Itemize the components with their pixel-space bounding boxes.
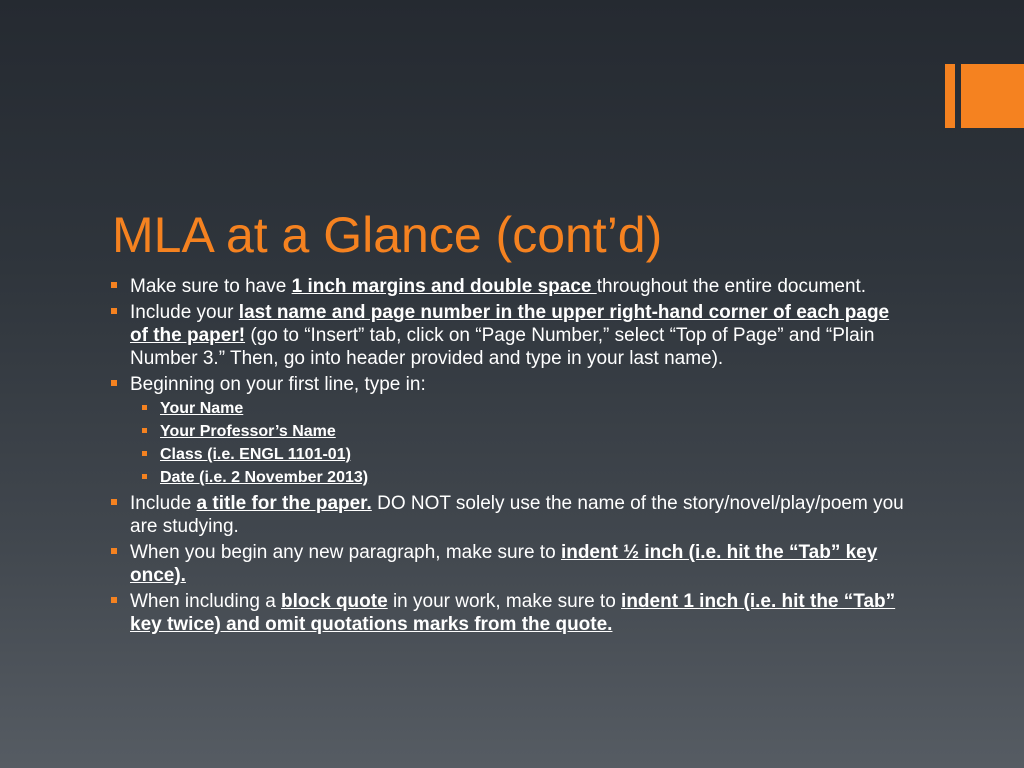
bullet-text: (go to “Insert” tab, click on “Page Number,” select “Top of Page” and “Plain Number 3.” Then, go into header provided and type in your last name). xyxy=(130,325,875,369)
bullet-text: When you begin any new paragraph, make sure to xyxy=(130,542,561,563)
bullet-text: Include your xyxy=(130,302,239,323)
bullet-text: throughout the entire document. xyxy=(596,276,867,297)
bullet-item-title xyxy=(108,492,908,538)
bullet-list xyxy=(108,275,908,636)
slide-title: MLA at a Glance (cont’d) xyxy=(112,207,663,263)
bullet-text: When including a xyxy=(130,591,282,612)
sub-bullet-text: Class (i.e. ENGL 1101-01) xyxy=(160,446,351,463)
bullet-emphasis: indent ½ inch (i.e. hit the “Tab” key once). xyxy=(130,542,878,586)
square-bullet-icon xyxy=(111,380,117,386)
bullet-text: in your work, make sure to xyxy=(387,591,622,612)
square-bullet-icon xyxy=(142,428,147,433)
square-bullet-icon xyxy=(111,597,117,603)
sub-bullet-item xyxy=(140,397,908,420)
bullet-emphasis: last name and page number in the upper right-hand corner of each page of the paper! xyxy=(130,302,890,346)
bullet-text: Make sure to have xyxy=(130,276,292,297)
square-bullet-icon xyxy=(142,451,147,456)
square-bullet-icon xyxy=(111,308,117,314)
square-bullet-icon xyxy=(111,282,117,288)
bullet-item-block-quote xyxy=(108,590,908,636)
sub-bullet-item xyxy=(140,420,908,443)
bullet-emphasis: indent 1 inch (i.e. hit the “Tab” key twice) and omit quotations marks from the quote. xyxy=(130,591,896,635)
bullet-emphasis: block quote xyxy=(281,591,388,612)
bullet-item-margins xyxy=(108,275,908,298)
bullet-text: Include xyxy=(130,493,197,514)
sub-bullet-text: Date (i.e. 2 November 2013) xyxy=(160,469,369,486)
slide-content xyxy=(108,275,908,639)
bullet-item-page-number xyxy=(108,301,908,370)
orange-bars-icon xyxy=(945,64,1024,128)
bullet-text: Beginning on your first line, type in: xyxy=(130,374,426,395)
sub-bullet-list xyxy=(140,397,908,489)
decor-bar-wide xyxy=(961,64,1024,128)
bullet-emphasis: a title for the paper. xyxy=(196,493,372,514)
decor-bar-thin xyxy=(945,64,955,128)
sub-bullet-item xyxy=(140,466,908,489)
sub-bullet-text: Your Name xyxy=(160,400,244,417)
square-bullet-icon xyxy=(142,474,147,479)
sub-bullet-text: Your Professor’s Name xyxy=(160,423,336,440)
square-bullet-icon xyxy=(111,548,117,554)
square-bullet-icon xyxy=(142,405,147,410)
bullet-item-first-line xyxy=(108,373,908,489)
bullet-emphasis: 1 inch margins and double space xyxy=(291,276,597,297)
bullet-item-indent xyxy=(108,541,908,587)
sub-bullet-item xyxy=(140,443,908,466)
bullet-text: DO NOT solely use the name of the story/novel/play/poem you are studying. xyxy=(130,493,904,537)
square-bullet-icon xyxy=(111,499,117,505)
